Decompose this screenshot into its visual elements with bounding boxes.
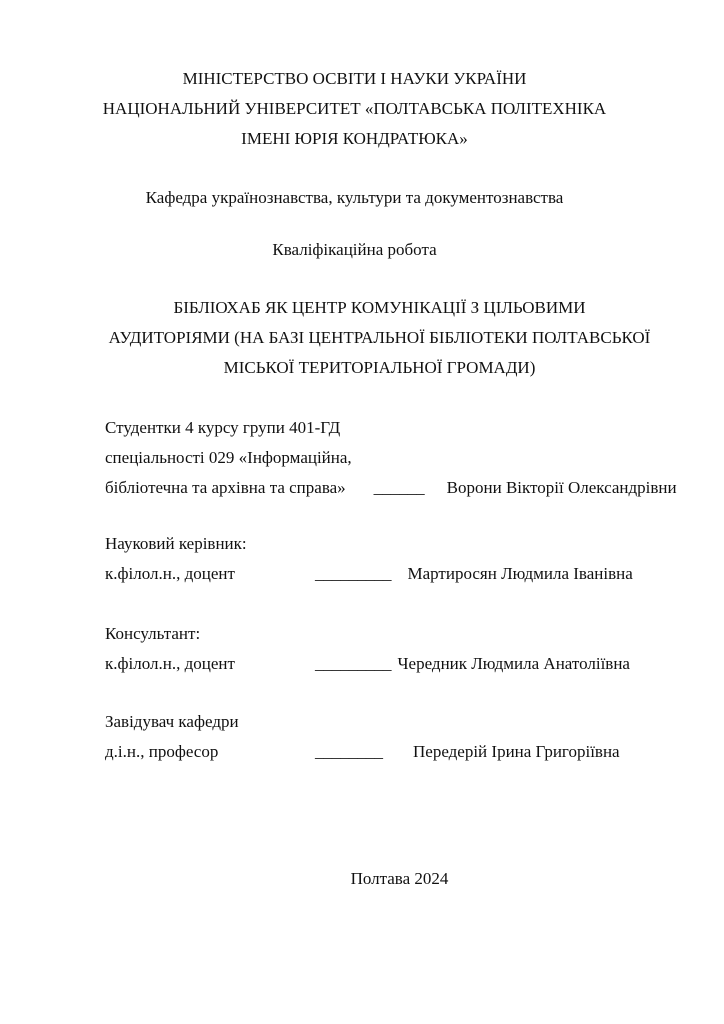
student-line-3: бібліотечна та архівна та справа» [105,478,346,497]
thesis-title-line-3: МІСЬКОЇ ТЕРИТОРІАЛЬНОЇ ГРОМАДИ) [223,358,536,377]
consultant-heading: Консультант: [105,624,201,643]
ministry-line: МІНІСТЕРСТВО ОСВІТИ І НАУКИ УКРАЇНИ [182,69,527,88]
supervisor-name: Мартиросян Людмила Іванівна [407,564,633,583]
consultant-degree: к.філол.н., доцент [105,654,235,673]
footer-city-year [105,864,694,894]
thesis-title [90,293,669,383]
supervisor-heading: Науковий керівник: [105,534,247,553]
student-line-2: спеціальності 029 «Інформаційна, [105,448,352,467]
department-head-block [105,707,694,767]
supervisor-signature-row [105,559,694,589]
ministry-header [50,0,659,154]
consultant-block [105,619,694,679]
department-head-signature-row [105,737,694,767]
supervisor-degree: к.філол.н., доцент [105,564,235,583]
department-line [50,183,659,213]
thesis-title-line-1: БІБЛІОХАБ ЯК ЦЕНТР КОМУНІКАЦІЇ З ЦІЛЬОВИМИ [173,298,586,317]
signature-blank: ______ [373,478,425,497]
university-line-1: НАЦІОНАЛЬНИЙ УНІВЕРСИТЕТ «ПОЛТАВСЬКА ПОЛІТЕХНІКА [102,99,607,118]
department-head-name: Передерій Ірина Григоріївна [413,742,620,761]
signature-blank: _________ [315,654,392,673]
signature-blank: ________ [315,742,383,761]
supervisor-block [105,529,694,589]
consultant-name: Чередник Людмила Анатоліївна [397,654,630,673]
consultant-signature-row [105,649,694,679]
student-block [105,413,694,503]
work-type-line [50,235,659,265]
thesis-title-line-2: АУДИТОРІЯМИ (НА БАЗІ ЦЕНТРАЛЬНОЇ БІБЛІОТЕКИ ПОЛТАВСЬКОЇ [108,328,651,347]
university-line-2: ІМЕНІ ЮРІЯ КОНДРАТЮКА» [241,129,468,148]
city-year-label: Полтава 2024 [350,869,449,888]
student-name: Ворони Вікторії Олександрівни [446,478,677,497]
work-type-label: Кваліфікаційна робота [272,240,437,259]
department-head-heading: Завідувач кафедри [105,712,239,731]
student-line-1: Студентки 4 курсу групи 401-ГД [105,418,341,437]
signature-blank: _________ [315,564,392,583]
student-signature-row [105,473,694,503]
department-name: Кафедра українознавства, культури та документознавства [145,188,564,207]
department-head-degree: д.і.н., професор [105,742,219,761]
